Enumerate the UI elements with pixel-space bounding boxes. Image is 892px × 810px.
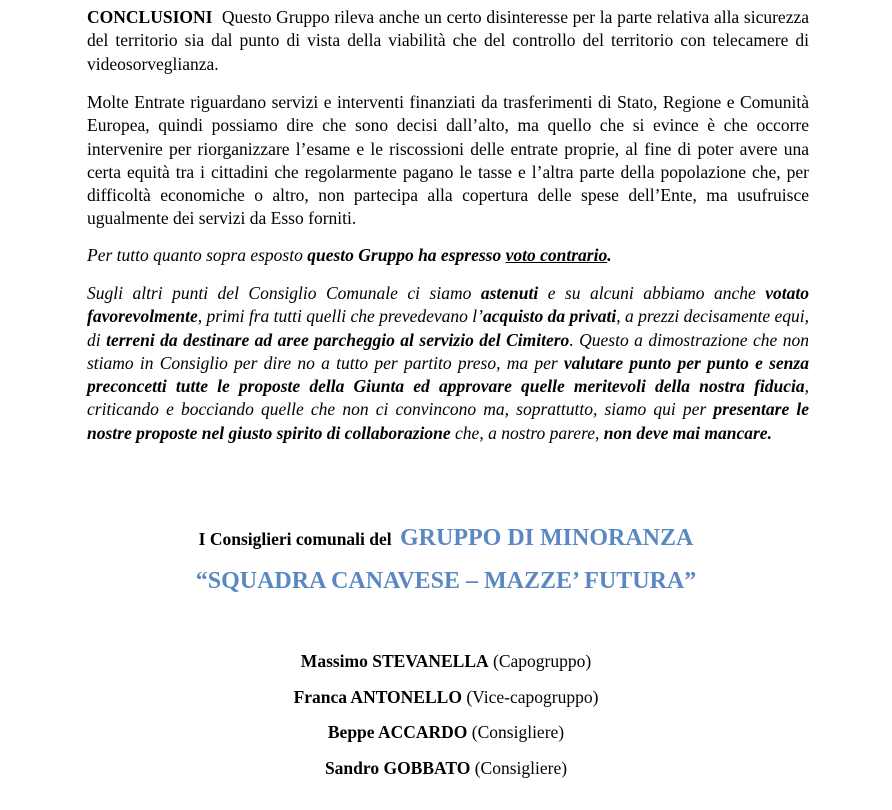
other-text-4: , a prezzi decisamente equi, di	[87, 306, 809, 350]
other-text-3: , primi fra tutti quelli che prevedevano l’	[197, 306, 483, 327]
member-role: (Capogruppo)	[493, 651, 592, 671]
other-bold-6: presentare le nostre proposte nel giusto spirito di collaborazione	[87, 399, 809, 443]
member-name: Franca ANTONELLO	[293, 687, 462, 707]
other-bold-5: valutare punto per punto e senza preconcetti tutte le proposte della Giunta ed approvare quelle meritevoli della nostra fiducia	[87, 352, 809, 397]
member-role: (Consigliere)	[474, 758, 568, 778]
other-bold-3: acquisto da privati	[482, 306, 617, 327]
other-text-5: . Questo a dimostrazione che non stiamo in Consiglio per dire no a tutto per partito preso, ma per	[87, 329, 809, 373]
other-points-paragraph	[87, 282, 809, 445]
vote-text: Per tutto quanto sopra esposto	[87, 245, 308, 265]
member-role: (Vice-capogruppo)	[466, 687, 599, 707]
other-bold-7: non deve mai mancare.	[603, 422, 772, 443]
signature-lead: I Consiglieri comunali del	[198, 529, 392, 549]
member-line	[0, 758, 892, 779]
other-text-6: , criticando e bocciando quelle che non ci convincono ma, soprattutto, siamo qui per	[87, 376, 809, 420]
other-text-7: che, a nostro parere,	[450, 422, 604, 443]
conclusions-text: Questo Gruppo rileva anche un certo disinteresse per la parte relativa alla sicurezza del territorio sia dal punto di vista della viabilità che del controllo del territorio con telecamere di videosorveglianza.	[87, 7, 809, 74]
signature-list-name: “SQUADRA CANAVESE – MAZZE’ FUTURA”	[195, 568, 697, 594]
other-bold-1: astenuti	[480, 283, 539, 303]
revenues-paragraph	[87, 91, 809, 231]
vote-contrary: voto contrario	[505, 245, 608, 265]
revenues-text: Molte Entrate riguardano servizi e interventi finanziati da trasferimenti di Stato, Regione e Comunità Europea, quindi possiamo dire che sono decisi dall’alto, ma quello che si evince è che occorre intervenire per riorganizzare l’esame e le riscossioni delle entrate proprie, al fine di poter avere una certa equità tra i cittadini che regolarmente pagano le tasse e l’altra parte della popolazione che, per difficoltà economiche o altro, non partecipa alla copertura delle spese dell’Ente, ma usufruisce ugualmente dei servizi da Esso forniti.	[87, 92, 809, 229]
member-line	[0, 651, 892, 672]
member-line	[0, 687, 892, 708]
other-bold-2: votato favorevolmente	[87, 283, 809, 327]
other-text-2: e su alcuni abbiamo anche	[538, 283, 766, 303]
member-role: (Consigliere)	[471, 722, 565, 742]
vote-paragraph	[87, 244, 809, 267]
member-name: Sandro GOBBATO	[324, 758, 471, 778]
other-text-1: Sugli altri punti del Consiglio Comunale ci siamo	[87, 283, 481, 303]
signature-group: GRUPPO DI MINORANZA	[400, 525, 694, 551]
vote-period: .	[607, 245, 612, 265]
member-name: Massimo STEVANELLA	[300, 651, 489, 671]
member-name: Beppe ACCARDO	[327, 722, 468, 742]
other-bold-4: terreni da destinare ad aree parcheggio al servizio del Cimitero	[106, 329, 570, 350]
signature-group-line	[0, 525, 892, 552]
vote-emphasis: questo Gruppo ha espresso	[307, 245, 506, 265]
member-line	[0, 722, 892, 743]
conclusions-paragraph	[87, 6, 809, 76]
conclusions-heading: CONCLUSIONI	[87, 7, 213, 27]
